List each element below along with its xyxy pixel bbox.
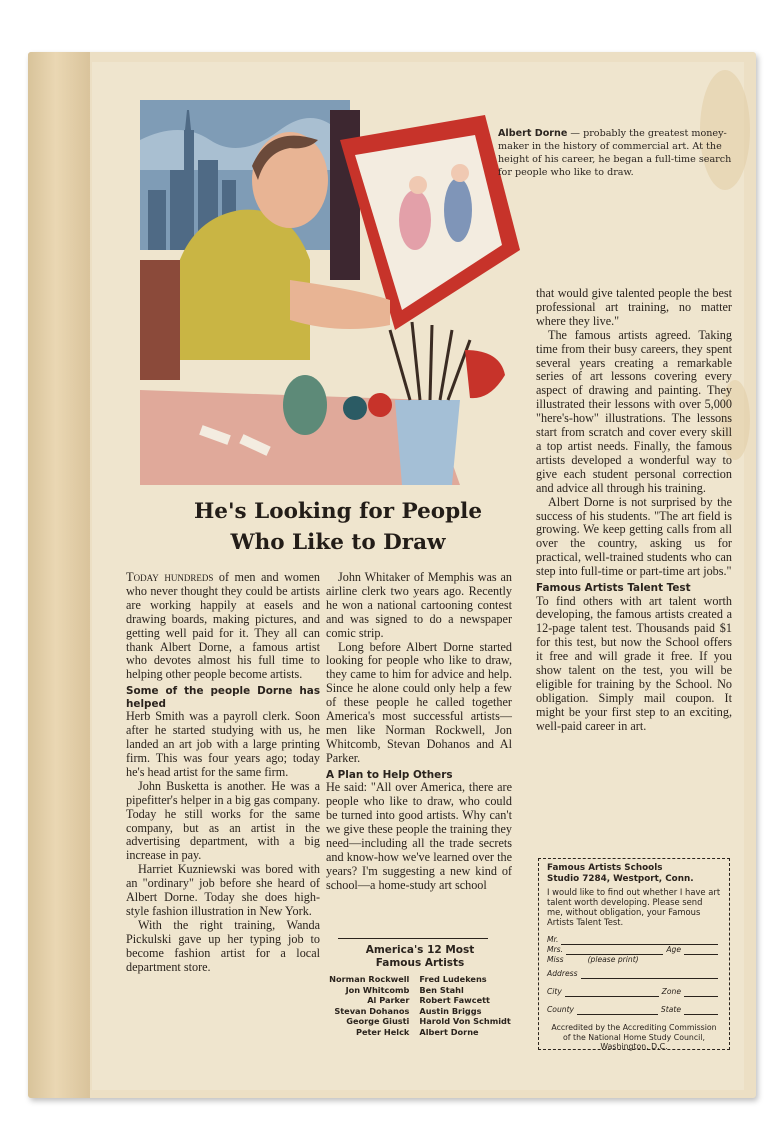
artist-name: Peter Helck [355,1026,410,1037]
col2-paragraph: John Whitaker of Memphis was an airline clerk two years ago. Recently he won a national cartooning contest and was signed to do a newspaper comic strip. [326,570,512,640]
artist-name: Jon Whitcomb [345,984,410,995]
famous-title-2: Famous Artists [375,957,465,969]
coupon-county-label: County [547,1005,575,1014]
headline-line-1: He's Looking for People [193,499,483,524]
artist-name: Austin Briggs [419,1005,482,1016]
col1-lead: Today hundreds [126,570,214,584]
artist-name: Albert Dorne [419,1026,479,1037]
artist-name: Norman Rockwell [329,974,410,984]
address-field[interactable] [581,970,718,979]
col1-paragraph: With the right training, Wanda Pickulski gave up her typing job to become fashion artist for a local department store. [126,917,320,974]
artist-name: Fred Ludekens [419,974,487,984]
artist-name: Stevan Dohanos [334,1005,410,1016]
coupon-studio: Studio 7284, Westport, Conn. [547,874,694,884]
col1-paragraph: Herb Smith was a payroll clerk. Soon after he started studying with us, he landed an art job with a large printing firm. This was four years ago; today he's head artist for the same firm. [126,709,320,779]
col3-paragraph: The famous artists agreed. Taking time from their busy careers, they spent several years creating a remarkable series of art lessons covering every aspect of drawing and painting. They illustrated their lessons with over 5,000 "here's-how" illustrations. The lessons start from scratch and cover every skill a top artist needs. Finally, the famous artists developed a wonderful way to give each student personal correction and advice all through his training. [536,327,732,495]
coupon-state-label: State [660,1005,681,1014]
illustration-caption [498,127,738,179]
col3-subhead: Famous Artists Talent Test [536,582,691,595]
col1-intro [126,571,320,682]
county-field[interactable] [577,1006,658,1015]
famous-artists-list [320,944,520,1038]
headline-line-2: Who Like to Draw [230,530,446,555]
artist-name: Robert Fawcett [419,995,490,1006]
artist-name: George Giusti [346,1016,410,1027]
coupon-address-label: Address [547,969,578,978]
coupon-city-label: City [547,987,562,996]
caption-name: Albert Dorne [498,128,568,139]
col3-paragraph: that would give talented people the best professional art training, no matter where they live." [536,286,732,328]
caption-text: — probably the greatest money-maker in the history of commercial art. At the height of his career, he began a full-time search for people who like to draw. [498,128,732,178]
col2-paragraph: He said: "All over America, there are people who like to draw, who could be turned into good artists. Why can't we give these people the training they need—including all the trade secrets and know-how we've learned over the years? I'm suggesting a new kind of school—a home-study art school [326,780,512,892]
column-1 [126,571,320,974]
age-field[interactable] [684,946,718,955]
col1-subhead: Some of the people Dorne has helped [126,685,320,710]
albert-dorne-illustration [140,100,525,485]
mail-coupon[interactable] [538,858,730,1050]
col2-paragraph: Long before Albert Dorne started looking for people who like to draw, they came to him for advice and help. Since he alone could only help a few of these people he called together America's most successful artists—men like Norman Rockwell, Jon Whitcomb, Stevan Dohanos and Al Parker. [326,639,512,765]
col1-paragraph: John Busketta is another. He was a pipefitter's helper in a big gas company. Today he still works for the same company, but as an artist in the advertising department, with a big increase in pay. [126,778,320,863]
coupon-accreditation: Accredited by the Accrediting Commission of the National Home Study Council, Washington, D.C. [551,1023,717,1051]
coupon-school: Famous Artists Schools [547,863,663,873]
col3-paragraph: Albert Dorne is not surprised by the success of his students. "The art field is growing. We keep getting calls from all over the country, asking us for practical, well-trained students who can step into full-time or part-time art jobs." [536,494,732,579]
paint-jar [283,375,327,435]
zone-field[interactable] [684,988,718,997]
artist-name: Ben Stahl [419,984,464,995]
state-field[interactable] [684,1006,718,1015]
coupon-age-label: Age [666,945,681,954]
name-field-line[interactable] [566,946,663,955]
artist-name: Al Parker [367,995,410,1006]
artist-name: Harold Von Schmidt [419,1016,511,1027]
coupon-body: I would like to find out whether I have art talent worth developing. Please send me, without obligation, your Famous Artists Talent Test. [547,887,721,927]
coupon-mrs-label: Mrs. [547,945,564,954]
col1-intro-text: of men and women who never thought they could be artists are working happily at easels and drawing boards, making pictures, and getting well paid for it. They all can thank Albert Dorne, a famous artist who devotes almost his full time to helping other people become artists. [126,570,320,682]
coupon-print-note: (please print) [587,955,639,964]
city-field[interactable] [565,988,659,997]
coupon-mr-label: Mr. [547,935,559,944]
brush-pot [395,400,460,485]
col1-paragraph: Harriet Kuzniewski was bored with an "ordinary" job before she heard of Albert Dorne. Today she does high-style fashion illustration in New York. [126,862,320,918]
coupon-miss-label: Miss [547,955,564,964]
coupon-zone-label: Zone [661,987,681,996]
column-2 [326,571,512,892]
column-3 [536,287,732,734]
famous-title-1: America's 12 Most [365,944,475,956]
col3-paragraph: To find others with art talent worth developing, the famous artists created a 12-page talent test. Thousands paid $1 for this test, but now the School offers it free and will grade it free. If you show talent on the test, you will be eligible for training by the School. No obligation. Simply mail coupon. It might be your first step to an exciting, well-paid career in art. [536,593,732,733]
divider-rule [338,938,488,939]
name-field[interactable] [561,936,718,945]
col2-subhead: A Plan to Help Others [326,768,453,781]
headline [140,496,536,558]
spine-edge [28,52,90,1098]
